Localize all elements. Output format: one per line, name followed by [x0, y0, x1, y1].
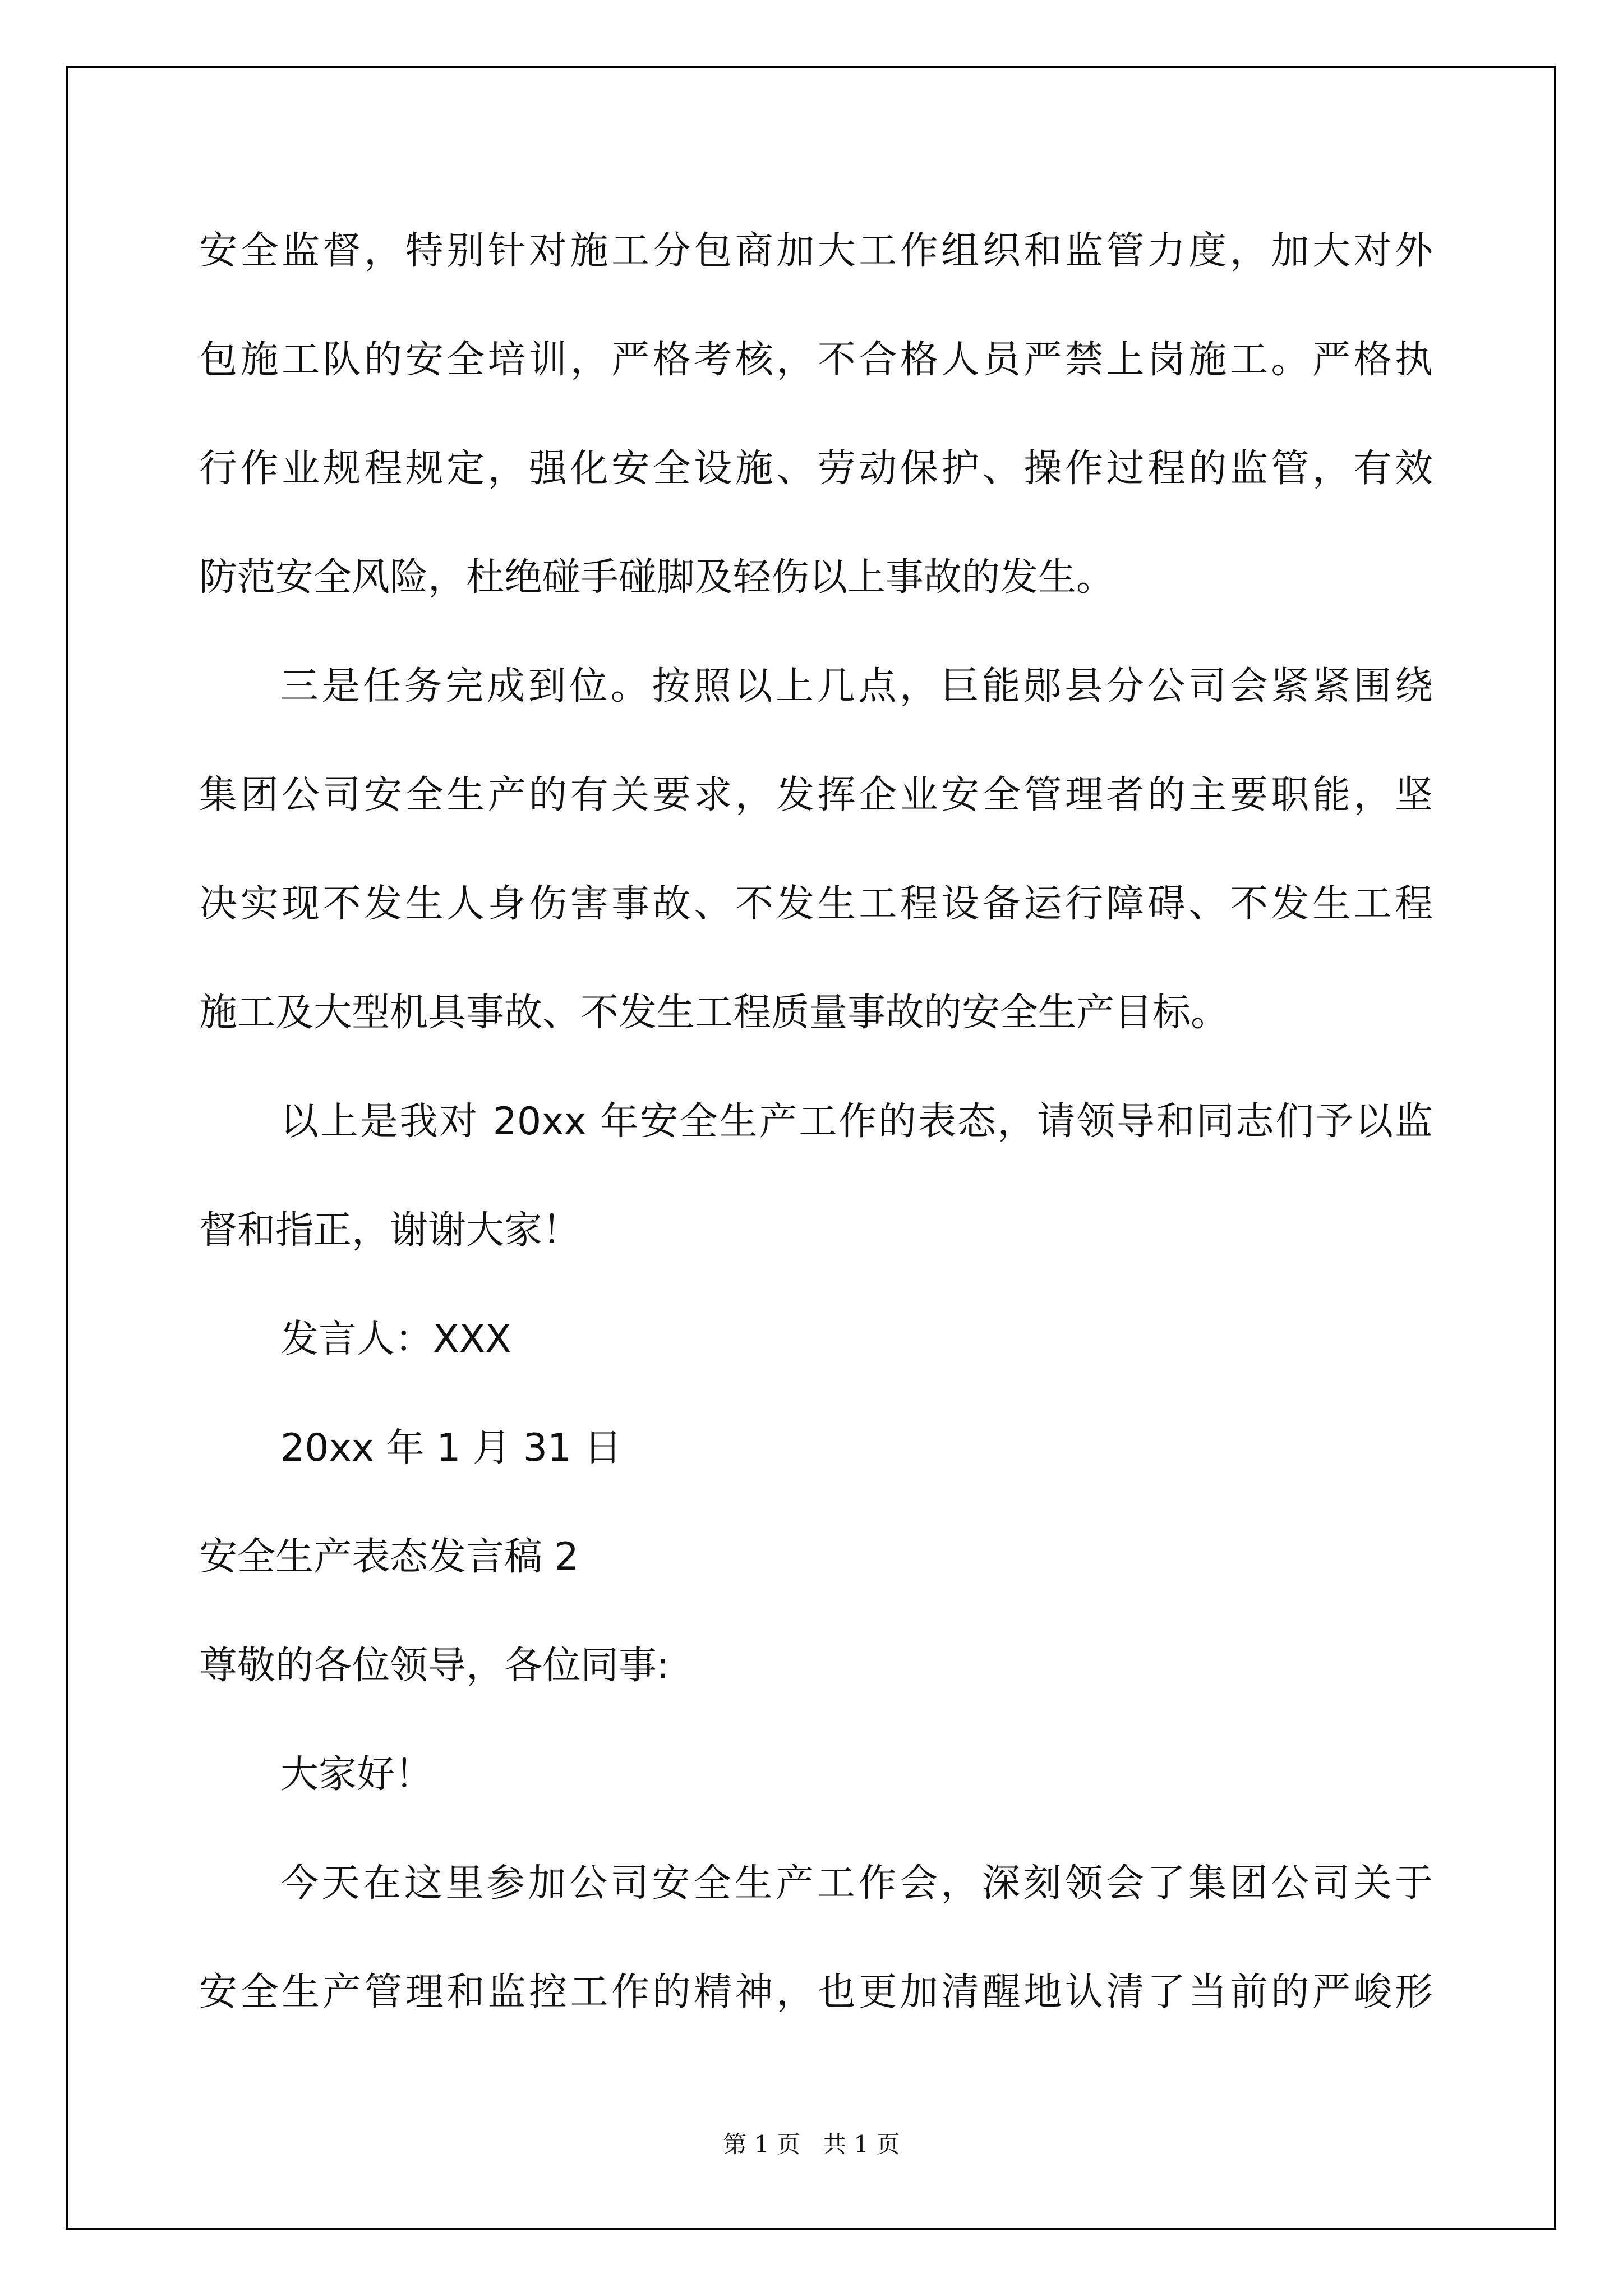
body-line: 施工及大型机具事故、不发生工程质量事故的安全生产目标。	[199, 991, 1229, 1035]
body-line: 安全生产管理和监控工作的精神，也更加清醒地认清了当前的严峻形	[199, 1970, 1433, 2014]
body-line: 督和指正，谢谢大家！	[199, 1208, 581, 1253]
body-line: 决实现不发生人身伤害事故、不发生工程设备运行障碍、不发生工程	[199, 882, 1433, 926]
section-title: 安全生产表态发言稿 2	[199, 1535, 579, 1579]
body-line: 集团公司安全生产的有关要求，发挥企业安全管理者的主要职能，坚	[199, 773, 1433, 817]
date-line: 20xx 年 1 月 31 日	[280, 1426, 622, 1470]
body-line: 包施工队的安全培训，严格考核，不合格人员严禁上岗施工。严格执	[199, 338, 1433, 382]
page-footer: 第 1 页 共 1 页	[723, 2131, 900, 2158]
paragraph-start: 以上是我对 20xx 年安全生产工作的表态，请领导和同志们予以监	[280, 1099, 1433, 1144]
body-line: 防范安全风险，杜绝碰手碰脚及轻伤以上事故的发生。	[199, 555, 1115, 600]
greeting: 大家好！	[280, 1752, 434, 1797]
body-line: 行作业规程规定，强化安全设施、劳动保护、操作过程的监管，有效	[199, 447, 1433, 491]
paragraph-start: 今天在这里参加公司安全生产工作会，深刻领会了集团公司关于	[280, 1861, 1433, 1906]
salutation: 尊敬的各位领导，各位同事:	[199, 1644, 670, 1688]
body-line: 安全监督，特别针对施工分包商加大工作组织和监管力度，加大对外	[199, 229, 1433, 273]
speaker-line: 发言人：XXX	[280, 1317, 511, 1361]
paragraph-start: 三是任务完成到位。按照以上几点，巨能郧县分公司会紧紧围绕	[280, 664, 1433, 708]
